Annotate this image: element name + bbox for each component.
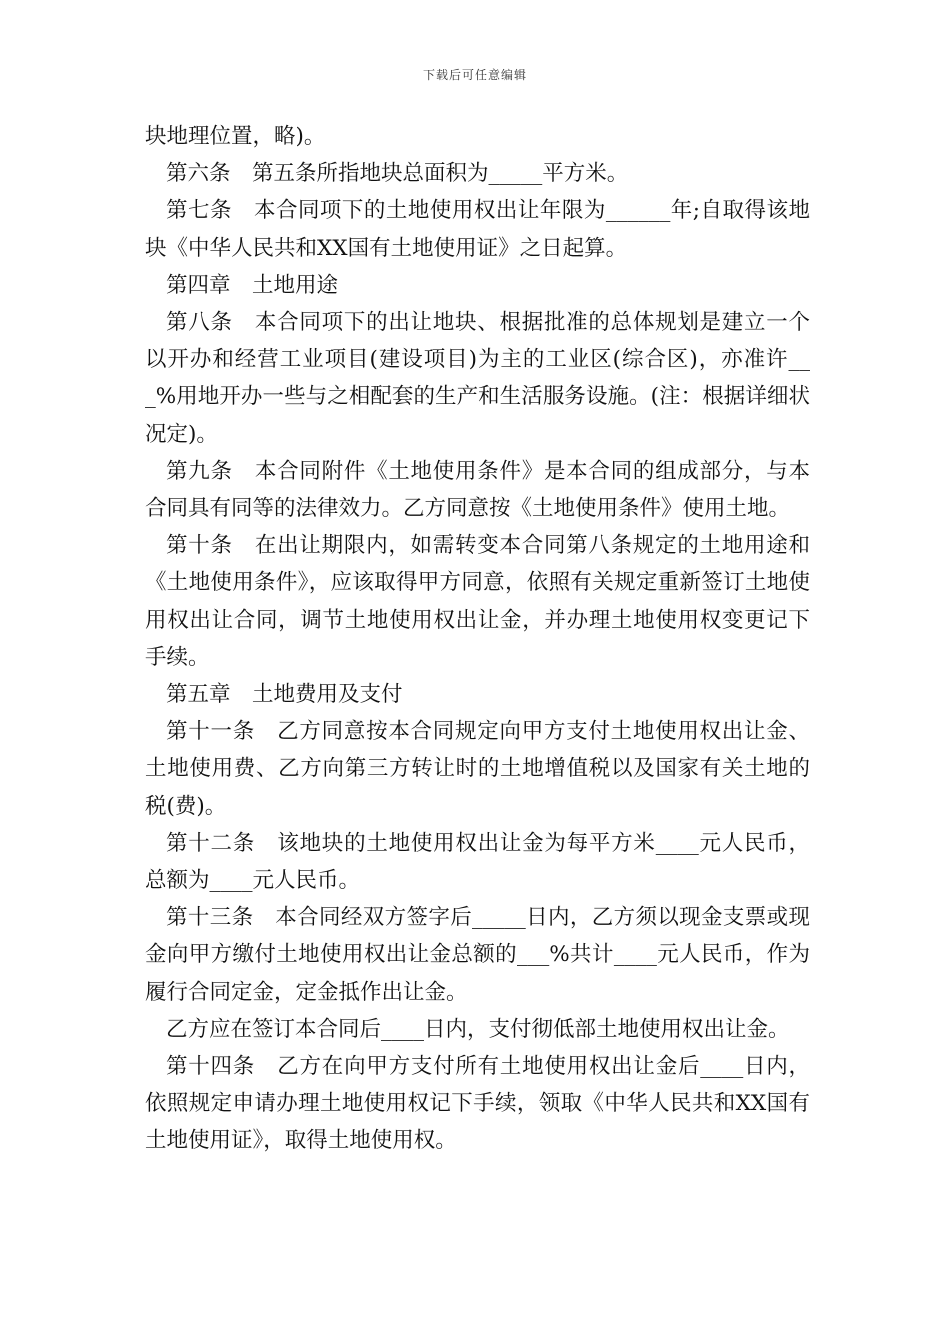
- page-header: 下载后可任意编辑: [422, 68, 527, 82]
- paragraph-article-6: 第六条 第五条所指地块总面积为_____平方米。: [166, 161, 629, 187]
- paragraph-article-9: 第九条 本合同附件《土地使用条件》是本合同的组成部分，与本合同具有同等的法律效力。乙方同意按《土地使用条件》使用土地。: [145, 458, 810, 522]
- paragraph-article-12: 第十二条 该地块的土地使用权出让金为每平方米____元人民币，总额为____元人民币。: [145, 830, 810, 894]
- paragraph-article-14: 第十四条 乙方在向甲方支付所有土地使用权出让金后____日内，依照规定申请办理土地使用权记下手续，领取《中华人民共和XX国有土地使用证》，取得土地使用权。: [145, 1054, 810, 1154]
- paragraph-article-10: 第十条 在出让期限内，如需转变本合同第八条规定的土地用途和《土地使用条件》，应该取得甲方同意，依照有关规定重新签订土地使用权出让合同，调节土地使用权出让金，并办理土地使用权变更记下手续。: [145, 533, 810, 670]
- paragraph-article-13: 第十三条 本合同经双方签字后_____日内，乙方须以现金支票或现金向甲方缴付土地使用权出让金总额的___%共计____元人民币，作为履行合同定金，定金抵作出让金。: [145, 905, 810, 1005]
- paragraph-article-8: 第八条 本合同项下的出让地块、根据批准的总体规划是建立一个以开办和经营工业项目(建设项目)为主的工业区(综合区)，亦准许___%用地开办一些与之相配套的生产和生活服务设施。(注：根据详细状况定)。: [145, 310, 810, 447]
- paragraph-location-note: 块地理位置，略)。: [145, 124, 326, 149]
- paragraph-article-11: 第十一条 乙方同意按本合同规定向甲方支付土地使用权出让金、土地使用费、乙方向第三方转让时的土地增值税以及国家有关土地的税(费)。: [145, 719, 810, 819]
- chapter-4-heading: 第四章 土地用途: [166, 272, 339, 298]
- paragraph-article-13-payment: 乙方应在签订本合同后____日内，支付彻低部土地使用权出让金。: [166, 1016, 790, 1042]
- document-body: [145, 118, 810, 1160]
- paragraph-article-7: 第七条 本合同项下的土地使用权出让年限为______年;自取得该地块《中华人民共和XX国有土地使用证》之日起算。: [145, 198, 810, 261]
- chapter-5-heading: 第五章 土地费用及支付: [166, 682, 403, 708]
